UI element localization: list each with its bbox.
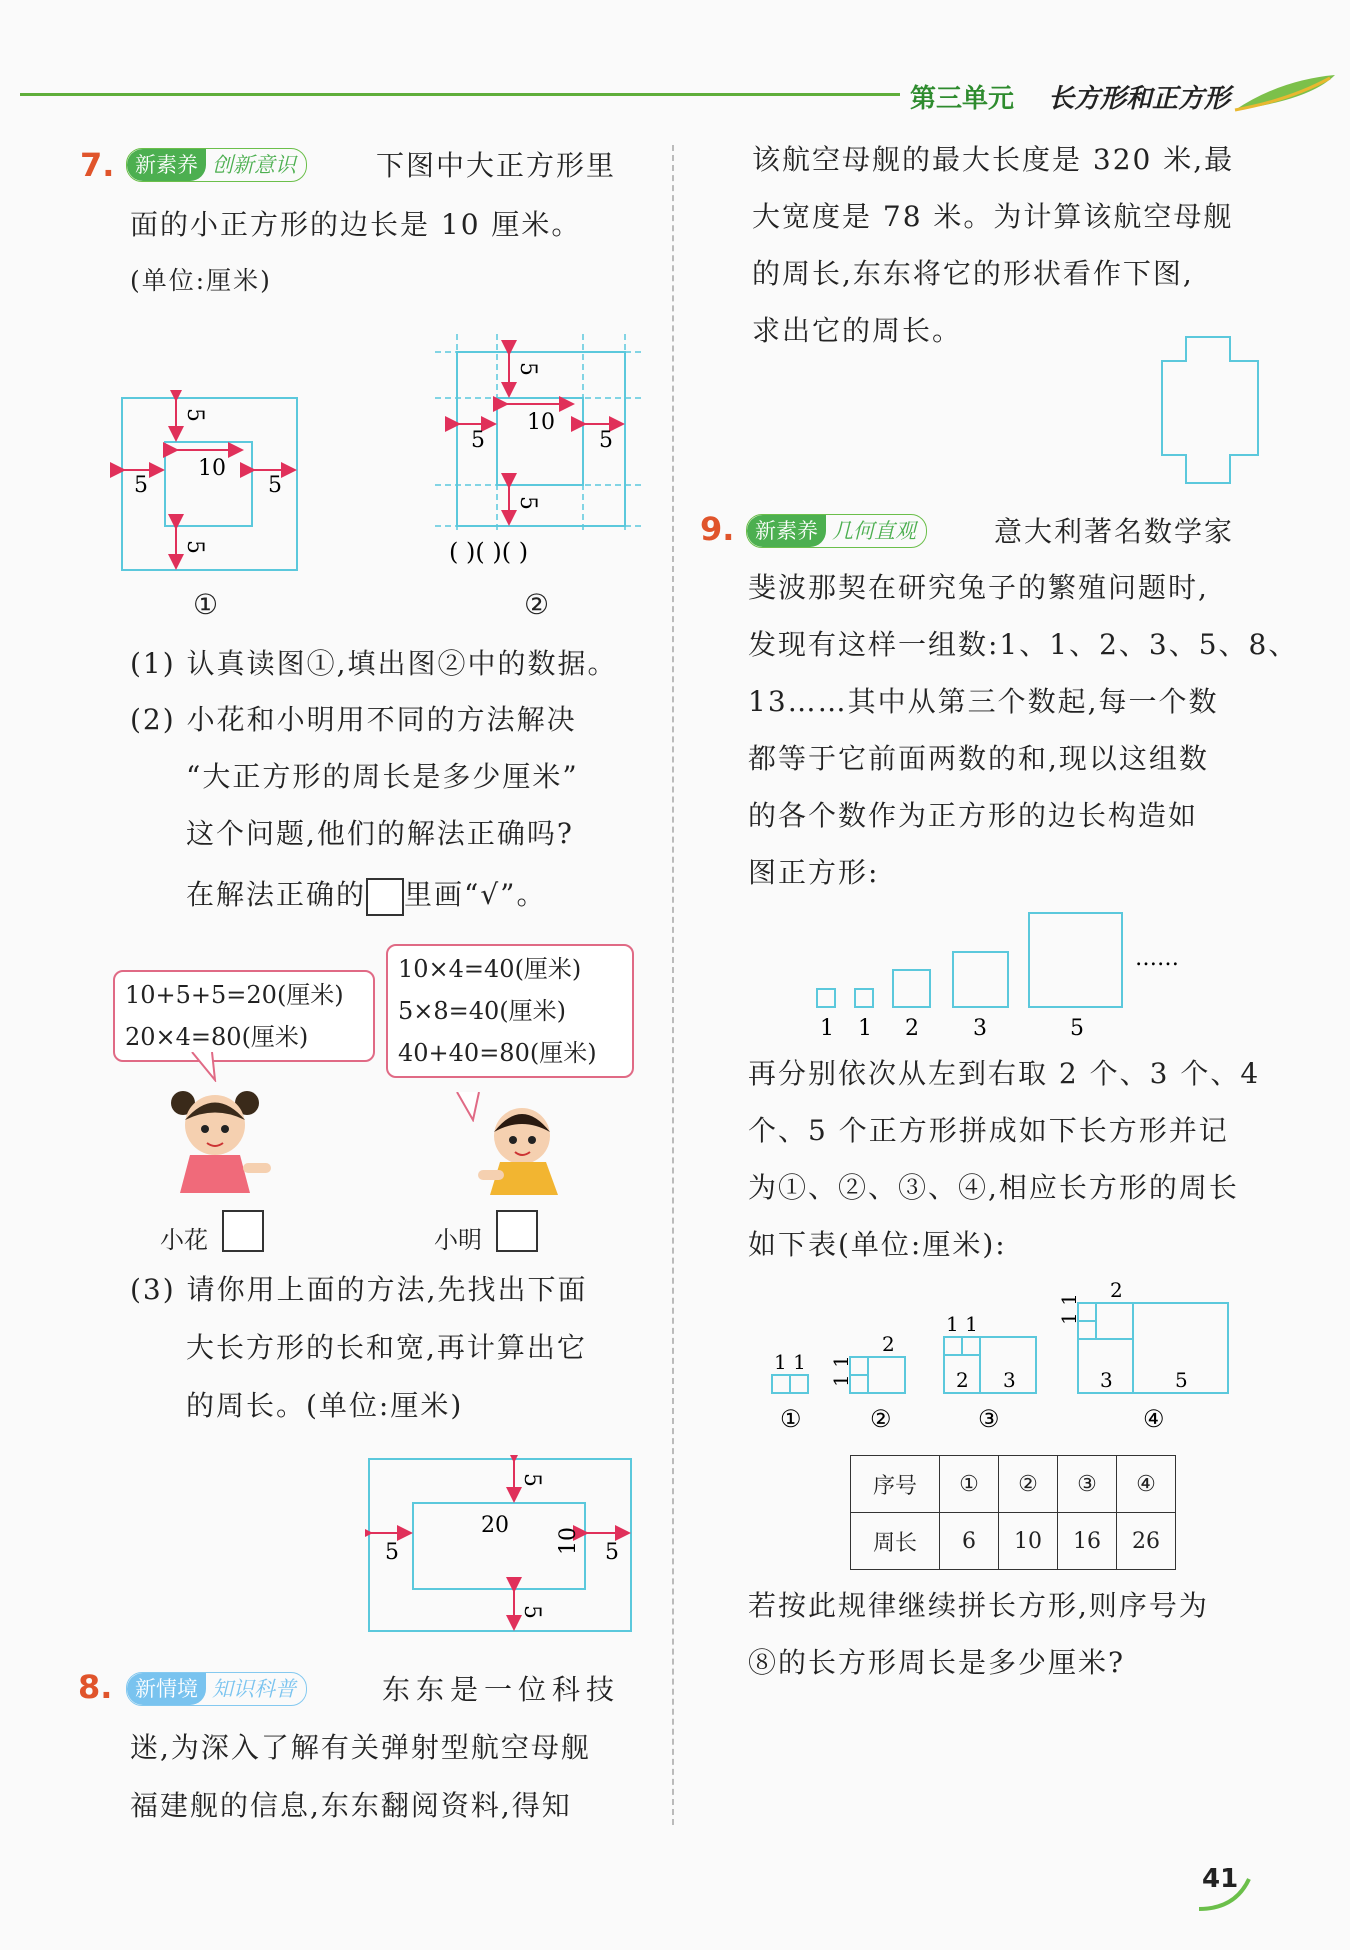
- fig2-left-label: 5: [471, 428, 485, 453]
- q7-sub2-line4b: 里画“√”。: [404, 878, 547, 911]
- column-divider: [672, 145, 674, 1825]
- q8-line3: 福建舰的信息,东东翻阅资料,得知: [130, 1789, 572, 1822]
- bubble-line: 10+5+5=20(厘米): [125, 981, 344, 1009]
- q7-sub2-line2: “大正方形的周长是多少厘米”: [186, 760, 579, 793]
- table-header-cell: 周长: [851, 1513, 940, 1570]
- square-3: [953, 952, 1008, 1007]
- speech-bubble-xiaoming: [386, 944, 634, 1078]
- fig2-top-label: 5: [515, 362, 540, 376]
- table-cell: 26: [1117, 1513, 1176, 1570]
- q9-mid-line4: 如下表(单位:厘米):: [748, 1228, 1007, 1261]
- fig1-right-label: 5: [268, 473, 282, 498]
- fig3-right-label: 5: [605, 1540, 619, 1565]
- q9-end-line1: 若按此规律继续拼长方形,则序号为: [748, 1589, 1209, 1622]
- svg-text:1 1: 1 1: [829, 1355, 853, 1387]
- speech-bubble-xiaohua: [113, 970, 375, 1062]
- fig1-bottom-label: 5: [182, 540, 207, 554]
- tag-label: 新素养: [127, 149, 206, 181]
- table-cell: ④: [1117, 1456, 1176, 1513]
- q7-intro-line2: 面的小正方形的边长是 10 厘米。: [130, 208, 582, 241]
- figure-2-diagram: [435, 330, 650, 580]
- q8-right-line2: 大宽度是 78 米。为计算该航空母舰: [752, 200, 1234, 233]
- q9-line7: 图正方形:: [748, 856, 880, 889]
- q7-sub2-line1: (2) 小花和小明用不同的方法解决: [130, 703, 577, 736]
- tag-label: 新素养: [747, 515, 826, 547]
- fig3-top-label: 5: [519, 1473, 544, 1487]
- q7-intro-line1: 下图中大正方形里: [376, 149, 617, 182]
- table-cell: ②: [999, 1456, 1058, 1513]
- svg-text:3: 3: [1003, 1368, 1016, 1392]
- q7-unit: (单位:厘米): [130, 266, 272, 295]
- carrier-shape-diagram: [1158, 333, 1263, 488]
- svg-text:1 1: 1 1: [774, 1350, 806, 1374]
- square-5: [1029, 913, 1122, 1007]
- q7-sub3-line1: (3) 请你用上面的方法,先找出下面: [130, 1273, 588, 1306]
- square-label: 1: [858, 1016, 872, 1040]
- q7-sub3-line2: 大长方形的长和宽,再计算出它: [186, 1331, 587, 1364]
- fig2-inner-label: 10: [527, 410, 555, 435]
- q7-sub2-line4: [186, 867, 547, 923]
- fig3-bottom-label: 5: [519, 1605, 544, 1619]
- square-1b: [855, 989, 873, 1007]
- fig1-left-label: 5: [134, 473, 148, 498]
- name-xiaoming: 小明: [434, 1226, 482, 1254]
- fig1-top-label: 5: [182, 408, 207, 422]
- bubble-line: 10×4=40(厘米): [398, 955, 582, 983]
- check-box-xiaoming[interactable]: [496, 1210, 538, 1252]
- svg-text:5: 5: [1175, 1368, 1188, 1392]
- tag-badge: [126, 148, 307, 182]
- q9-line3: 发现有这样一组数:1、1、2、3、5、8、: [748, 628, 1299, 661]
- bubble-line: 5×8=40(厘米): [398, 997, 567, 1025]
- name-xiaohua: 小花: [160, 1226, 208, 1254]
- bubble-line: 40+40=80(厘米): [398, 1039, 597, 1067]
- q9-line6: 的各个数作为正方形的边长构造如: [748, 799, 1199, 832]
- tag-sub-label: 创新意识: [212, 153, 296, 177]
- tag-sub-label: 几何直观: [832, 519, 916, 543]
- fig2-blanks: ( )( )( ): [449, 538, 529, 566]
- table-cell: ③: [1058, 1456, 1117, 1513]
- leaf-decoration-icon: [1230, 70, 1340, 120]
- svg-text:2: 2: [956, 1368, 969, 1392]
- page-number: 41: [1202, 1864, 1239, 1894]
- question-number: 8.: [78, 1668, 113, 1706]
- table-cell: 16: [1058, 1513, 1117, 1570]
- tag-badge: [126, 1672, 307, 1706]
- figure-1-diagram: [110, 390, 310, 590]
- square-2: [893, 970, 930, 1007]
- q8-line1: 东东是一位科技: [382, 1673, 621, 1706]
- fig3-left-label: 5: [385, 1540, 399, 1565]
- q7-sub2-line4a: 在解法正确的: [186, 878, 367, 911]
- svg-text:1 1: 1 1: [946, 1312, 978, 1336]
- q9-end-line2: ⑧的长方形周长是多少厘米?: [748, 1646, 1126, 1679]
- q7-sub2-line3: 这个问题,他们的解法正确吗?: [186, 817, 574, 850]
- q9-line5: 都等于它前面两数的和,现以这组数: [748, 742, 1209, 775]
- svg-text:3: 3: [1100, 1368, 1113, 1392]
- q8-right-line3: 的周长,东东将它的形状看作下图,: [752, 257, 1194, 290]
- fig3-length-label: 20: [481, 1513, 509, 1538]
- check-box-xiaohua[interactable]: [222, 1210, 264, 1252]
- svg-text:2: 2: [882, 1332, 895, 1356]
- square-1a: [817, 989, 835, 1007]
- unit-title: 第三单元: [910, 84, 1015, 114]
- q8-line2: 迷,为深入了解有关弹射型航空母舰: [130, 1731, 591, 1764]
- fig2-caption: ②: [524, 588, 550, 621]
- tag-label: 新情境: [127, 1673, 206, 1705]
- rect-caption: ②: [870, 1405, 892, 1433]
- figure-3-diagram: [365, 1455, 640, 1635]
- bubble-tail-left: [190, 1052, 220, 1082]
- fibonacci-rectangles-diagram: [760, 1275, 1250, 1435]
- svg-text:2: 2: [1110, 1278, 1123, 1302]
- table-cell: 6: [940, 1513, 999, 1570]
- boy-xiaoming-icon: [470, 1100, 580, 1195]
- bubble-line: 20×4=80(厘米): [125, 1023, 309, 1051]
- q9-line2: 斐波那契在研究兔子的繁殖问题时,: [748, 571, 1209, 604]
- q8-right-line4: 求出它的周长。: [752, 314, 963, 347]
- q7-sub1: (1) 认真读图①,填出图②中的数据。: [130, 647, 618, 680]
- svg-text:1 1: 1 1: [1057, 1293, 1081, 1325]
- table-row: [851, 1513, 1176, 1570]
- q9-mid-line1: 再分别依次从左到右取 2 个、3 个、4: [748, 1057, 1261, 1090]
- tag-badge: [746, 514, 927, 548]
- header-rule: [20, 93, 900, 96]
- perimeter-table: [850, 1455, 1176, 1570]
- table-row: [851, 1456, 1176, 1513]
- q9-line1: 意大利著名数学家: [994, 515, 1235, 548]
- question-number: 9.: [700, 510, 735, 548]
- fibonacci-squares-diagram: [805, 905, 1205, 1040]
- answer-box-sample: [366, 878, 404, 916]
- table-cell: ①: [940, 1456, 999, 1513]
- girl-xiaohua-icon: [155, 1085, 275, 1195]
- question-number: 7.: [80, 146, 115, 184]
- q8-right-line1: 该航空母舰的最大长度是 320 米,最: [752, 143, 1235, 176]
- table-header-cell: 序号: [851, 1456, 940, 1513]
- q7-sub3-line3: 的周长。(单位:厘米): [186, 1389, 464, 1422]
- topic-title: 长方形和正方形: [1048, 84, 1231, 114]
- square-label: 3: [973, 1016, 987, 1040]
- rect-caption: ④: [1143, 1405, 1165, 1433]
- q9-mid-line2: 个、5 个正方形拼成如下长方形并记: [748, 1114, 1229, 1147]
- square-label: 2: [905, 1016, 919, 1040]
- q9-mid-line3: 为①、②、③、④,相应长方形的周长: [748, 1171, 1239, 1204]
- tag-sub-label: 知识科普: [212, 1677, 296, 1701]
- fig1-inner-label: 10: [198, 456, 226, 481]
- rect-caption: ③: [978, 1405, 1000, 1433]
- page-swoosh-icon: [1195, 1875, 1255, 1915]
- rect-caption: ①: [780, 1405, 802, 1433]
- fig1-caption: ①: [193, 588, 219, 621]
- square-label: 1: [820, 1016, 834, 1040]
- fig3-width-label: 10: [556, 1527, 581, 1555]
- fig2-bottom-label: 5: [515, 496, 540, 510]
- fig2-right-label: 5: [599, 428, 613, 453]
- square-label: 5: [1070, 1016, 1084, 1040]
- ellipsis: ……: [1135, 946, 1179, 971]
- table-cell: 10: [999, 1513, 1058, 1570]
- q9-line4: 13……其中从第三个数起,每一个数: [748, 685, 1219, 718]
